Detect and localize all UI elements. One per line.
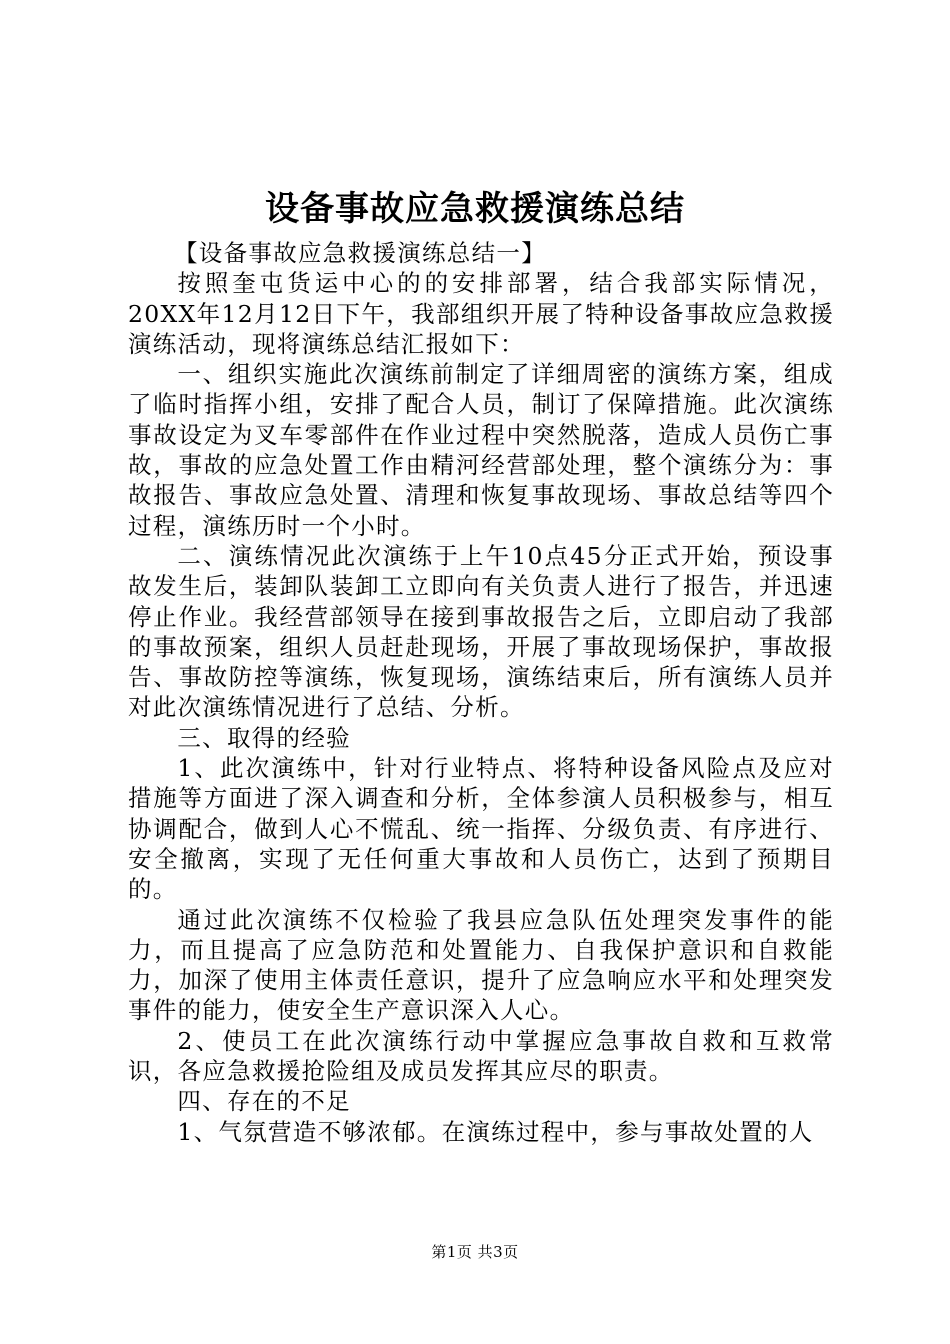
section-heading-experience: 三、取得的经验 <box>177 723 351 752</box>
paragraph-section-one: 一、组织实施此次演练前制定了详细周密的演练方案，组成了临时指挥小组，安排了配合人员，制订了保障措施。此次演练事故设定为叉车零部件在作业过程中突然脱落，造成人员伤亡事故，事故的应急处置工作由精河经营部处理，整个演练分为：事故报告、事故应急处置、清理和恢复事故现场、事故总结等四个过程，演练历时一个小时。 <box>128 360 834 540</box>
document-body <box>128 238 834 1147</box>
paragraph-section-two: 二、演练情况此次演练于上午10点45分正式开始，预设事故发生后，装卸队装卸工立即向有关负责人进行了报告，并迅速停止作业。我经营部领导在接到事故报告之后，立即启动了我部的事故预案，组织人员赶赴现场，开展了事故现场保护，事故报告、事故防控等演练，恢复现场，演练结束后，所有演练人员并对此次演练情况进行了总结、分析。 <box>128 541 834 722</box>
document-subtitle: 【设备事故应急救援演练总结一】 <box>174 239 546 267</box>
paragraph-intro: 按照奎屯货运中心的的安排部署，结合我部实际情况，20XX年12月12日下午，我部组织开展了特种设备事故应急救援演练活动，现将演练总结汇报如下： <box>128 269 834 358</box>
document-title: 设备事故应急救援演练总结 <box>265 189 685 229</box>
paragraph-experience-one: 1、此次演练中，针对行业特点、将特种设备风险点及应对措施等方面进了深入调查和分析，全体参演人员积极参与，相互协调配合，做到人心不慌乱、统一指挥、分级负责、有序进行、安全撤离，实现了无任何重大事故和人员伤亡，达到了预期目的。 <box>128 754 834 904</box>
paragraph-experience-summary: 通过此次演练不仅检验了我县应急队伍处理突发事件的能力，而且提高了应急防范和处置能力、自我保护意识和自救能力，加深了使用主体责任意识，提升了应急响应水平和处理突发事件的能力，使安全生产意识深入人心。 <box>128 905 834 1025</box>
paragraph-shortcoming-one: 1、气氛营造不够浓郁。在演练过程中，参与事故处置的人 <box>177 1117 814 1146</box>
paragraph-experience-two: 2、使员工在此次演练行动中掌握应急事故自救和互救常识，各应急救援抢险组及成员发挥其应尽的职责。 <box>128 1026 834 1086</box>
section-heading-shortcomings: 四、存在的不足 <box>177 1087 351 1116</box>
page-number-footer: 第1页 共3页 <box>431 1243 519 1261</box>
